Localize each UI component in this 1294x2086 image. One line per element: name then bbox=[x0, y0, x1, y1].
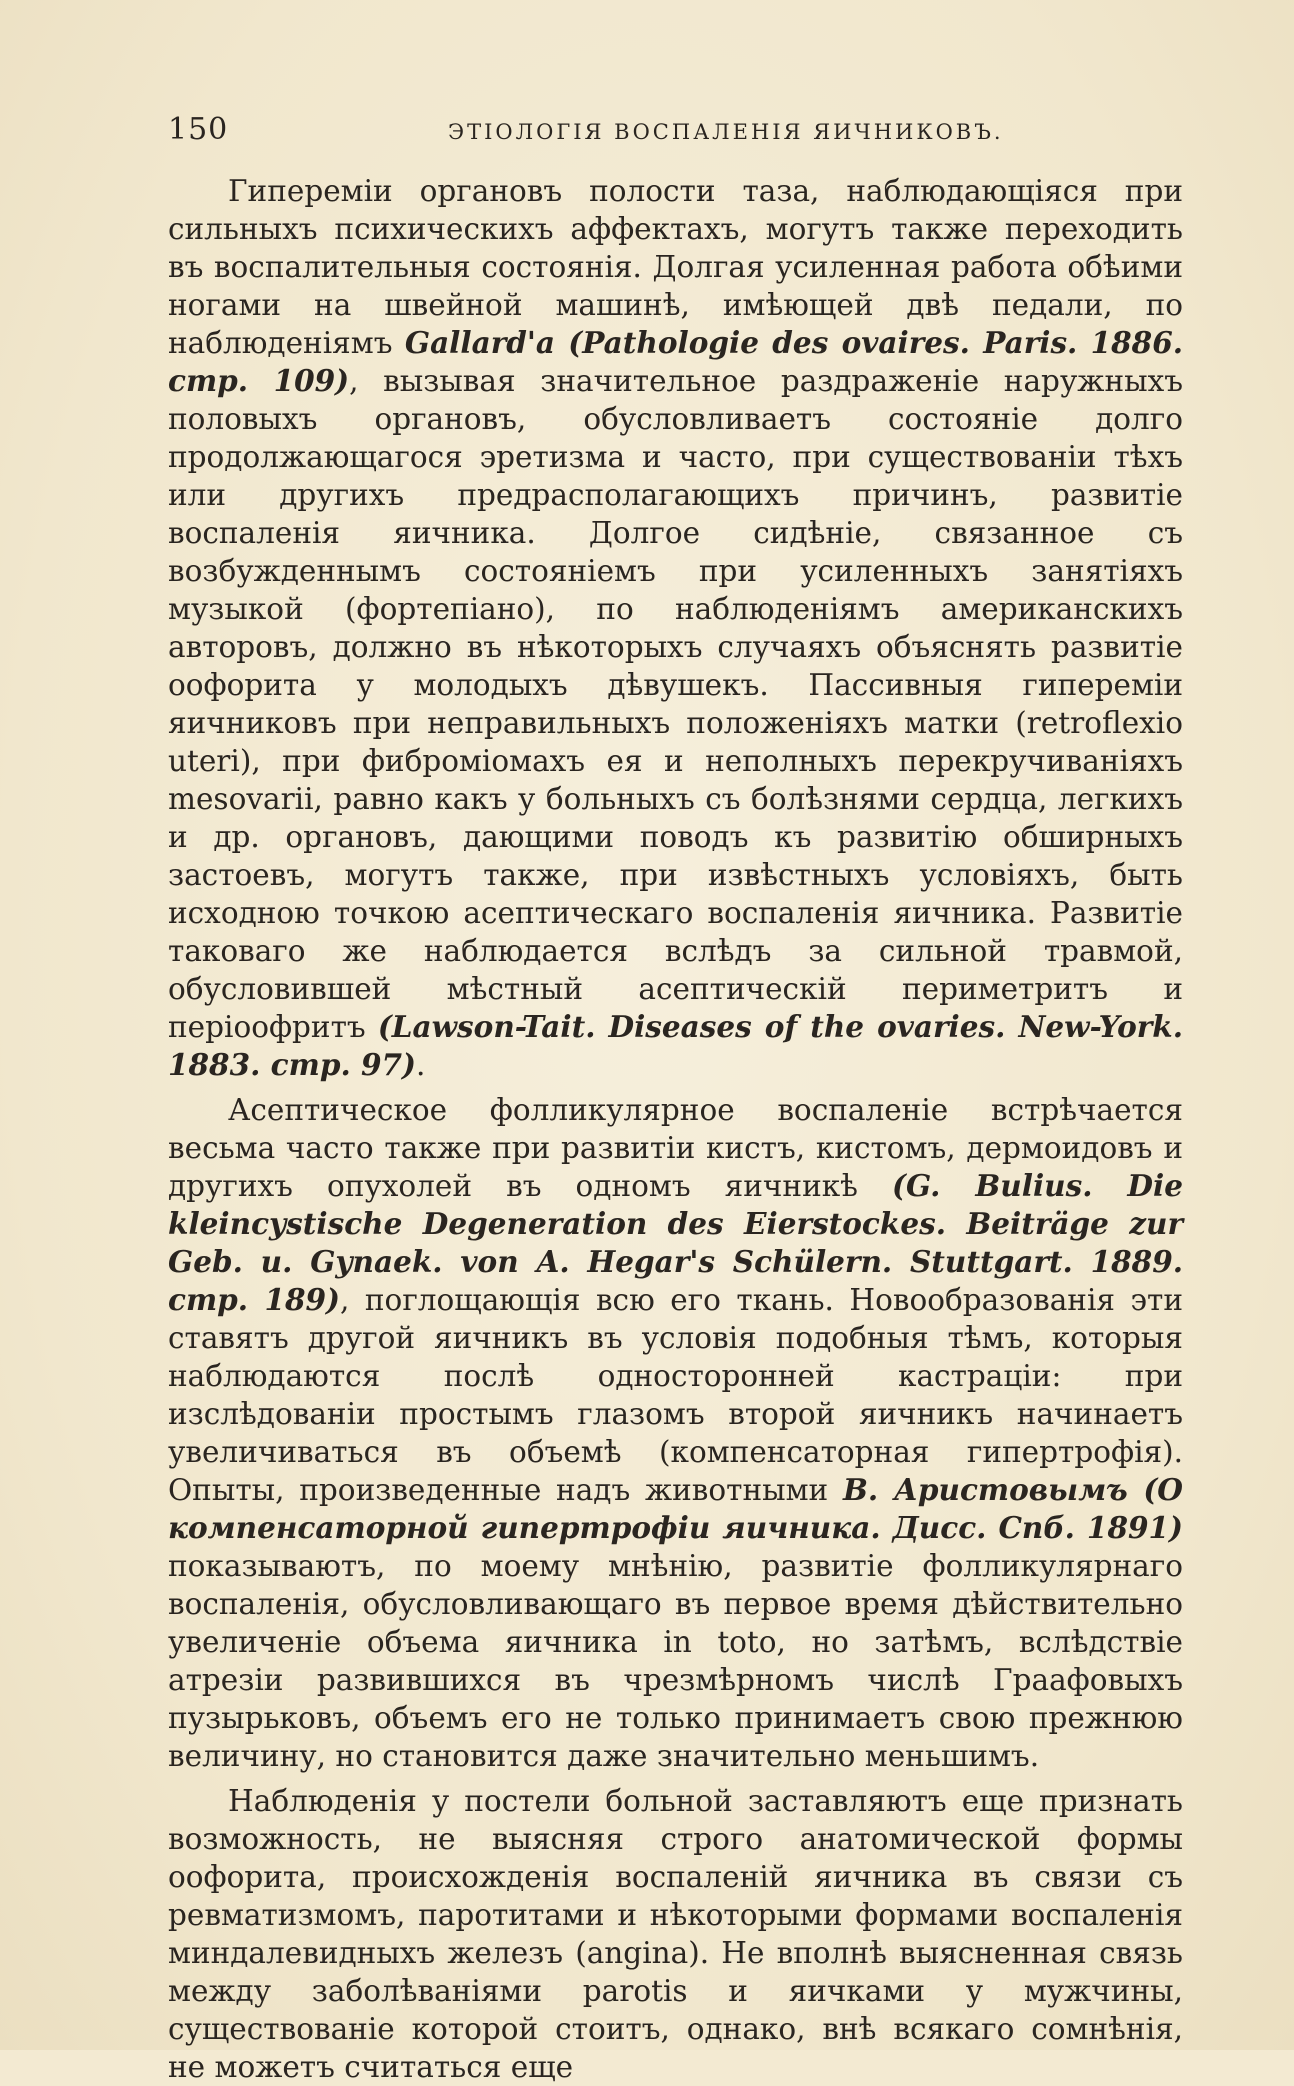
running-title: ЭТІОЛОГІЯ ВОСПАЛЕНІЯ ЯИЧНИКОВЪ. bbox=[448, 120, 1004, 144]
citation: В. Аристовымъ (О компенсаторной гипертрофіи яичника. Дисс. Спб. 1891) bbox=[168, 1472, 1183, 1545]
text-run: Асептическое фолликулярное воспаленіе встрѣчается весьма часто также при развитіи кистъ, кистомъ, дермоидовъ и другихъ опухолей въ одномъ яичникѣ bbox=[168, 1093, 1183, 1203]
paragraph bbox=[168, 1091, 1183, 1775]
text-run: , поглощающія всю его ткань. Новообразованія эти ставятъ другой яичникъ въ условія подобныя тѣмъ, которыя наблюдаются послѣ односторонней кастраціи: при изслѣдованіи простымъ глазомъ второй яичникъ начинаетъ увеличиваться въ объемѣ (компенсаторная гипертрофія). Опыты, произведенные надъ животными bbox=[168, 1283, 1183, 1507]
text-run: . bbox=[416, 1048, 426, 1082]
paragraph bbox=[168, 172, 1183, 1084]
text-run: Наблюденія у постели больной заставляютъ еще признать возможность, не выясняя строго анатомической формы оофорита, происхожденія воспаленій яичника въ связи съ ревматизмомъ, паротитами и нѣкоторыми формами воспаленія миндалевидныхъ железъ (angina). Не вполнѣ выясненная связь между заболѣваніями parotis и яичками у мужчины, существованіе которой стоитъ, однако, внѣ всякаго сомнѣнія, не можетъ считаться еще bbox=[168, 1784, 1183, 2084]
body-text bbox=[168, 172, 1183, 2086]
citation: (G. Bulius. Die kleincystische Degeneration des Eierstockes. Beiträge zur Geb. u. Gynaek. von A. Hegar's Schülern. Stuttgart. 1889. стр. 189) bbox=[168, 1168, 1183, 1317]
page-number: 150 bbox=[168, 112, 229, 147]
paragraph bbox=[168, 1782, 1183, 2086]
citation: (Lawson-Tait. Diseases of the ovaries. New-York. 1883. стр. 97) bbox=[168, 1009, 1184, 1082]
page-header bbox=[168, 112, 1158, 152]
text-run: Гипереміи органовъ полости таза, наблюдающіяся при сильныхъ психическихъ аффектахъ, могутъ также переходить въ воспалительныя состоянія. Долгая усиленная работа обѣими ногами на швейной машинѣ, имѣющей двѣ педали, по наблюденіямъ bbox=[168, 174, 1183, 360]
text-run: , вызывая значительное раздраженіе наружныхъ половыхъ органовъ, обусловливаетъ состояніе долго продолжающагося эретизма и часто, при существованіи тѣхъ или другихъ предрасполагающихъ причинъ, развитіе воспаленія яичника. Долгое сидѣніе, связанное съ возбужденнымъ состояніемъ при усиленныхъ занятіяхъ музыкой (фортепіано), по наблюденіямъ американскихъ авторовъ, должно въ нѣкоторыхъ случаяхъ объяснять развитіе оофорита у молодыхъ дѣвушекъ. Пассивныя гипереміи яичниковъ при неправильныхъ положеніяхъ матки (retroflexio uteri), при фибромiомахъ ея и неполныхъ перекручиваніяхъ mesovarii, равно какъ у больныхъ съ болѣзнями сердца, легкихъ и др. органовъ, дающими поводъ къ развитію обширныхъ застоевъ, могутъ также, при извѣстныхъ условіяхъ, быть исходною точкою асептическаго воспаленія яичника. Развитіе таковаго же наблюдается вслѣдъ за сильной травмой, обусловившей мѣстный асептическій периметритъ и періоофритъ bbox=[168, 364, 1183, 1044]
text-run: показываютъ, по моему мнѣнію, развитіе фолликулярнаго воспаленія, обусловливающаго въ первое время дѣйствительно увеличеніе объема яичника in toto, но затѣмъ, вслѣдствіе атрезіи развившихся въ чрезмѣрномъ числѣ Граафовыхъ пузырьковъ, объемъ его не только принимаетъ свою прежнюю величину, но становится даже значительно меньшимъ. bbox=[168, 1549, 1183, 1773]
citation: Gallard'а (Pathologie des ovaires. Paris. 1886. стр. 109) bbox=[168, 325, 1183, 398]
